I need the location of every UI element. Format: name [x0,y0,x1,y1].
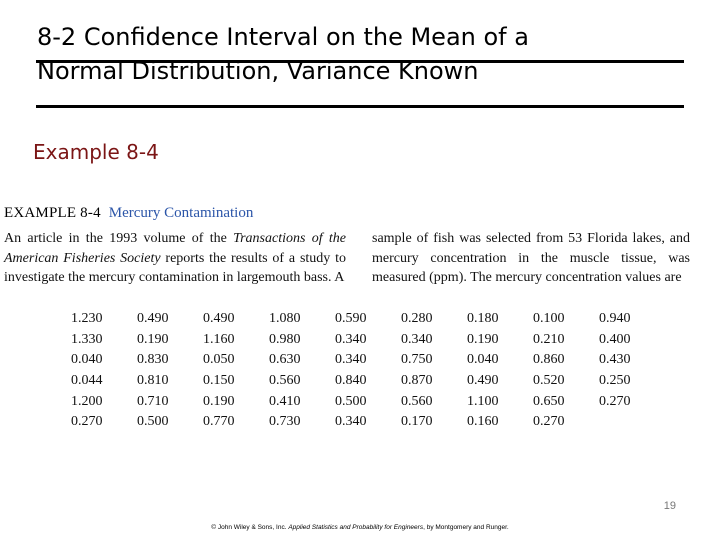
footer-copyright: © John Wiley & Sons, Inc. [211,524,289,531]
table-cell: 1.100 [467,393,499,409]
table-cell: 0.560 [269,373,301,389]
table-cell: 0.980 [269,331,301,347]
table-cell [599,412,665,433]
table-row [71,391,665,412]
table-cell: 0.500 [137,414,169,430]
table-cell: 0.860 [533,352,565,368]
table-cell: 0.430 [599,352,631,368]
example-text-right-body: sample of fish was selected from 53 Florida lakes, and mercury concentration in the muscle tissue, was measured (ppm). The mercury concentration values are [372,231,690,285]
table-cell: 0.650 [533,393,565,409]
table-cell: 0.190 [203,393,235,409]
table-cell: 0.040 [71,352,103,368]
table-cell: 0.340 [335,352,367,368]
table-cell: 1.330 [71,331,103,347]
slide-title [37,20,687,88]
table-cell: 1.230 [71,311,103,327]
table-row [71,371,665,392]
table-cell: 0.160 [467,414,499,430]
table-cell: 0.210 [533,331,565,347]
table-cell: 0.770 [203,414,235,430]
table-row [71,330,665,351]
table-cell: 0.270 [533,414,565,430]
table-cell: 0.150 [203,373,235,389]
table-cell: 0.590 [335,311,367,327]
table-cell: 0.400 [599,331,631,347]
table-cell: 0.500 [335,393,367,409]
table-cell: 0.050 [203,352,235,368]
table-row [71,412,665,433]
copyright-footer [0,524,720,531]
table-cell: 0.410 [269,393,301,409]
journal-title: Transactions of the American Fisheries Society [4,231,346,266]
mercury-data-table [71,309,665,433]
table-cell: 0.560 [401,393,433,409]
table-cell: 0.840 [335,373,367,389]
table-cell: 0.270 [599,393,631,409]
title-divider-top [36,60,684,63]
table-cell: 0.730 [269,414,301,430]
table-cell: 0.190 [137,331,169,347]
table-cell: 0.340 [335,414,367,430]
table-cell: 0.100 [533,311,565,327]
table-cell: 0.520 [533,373,565,389]
table-cell: 0.810 [137,373,169,389]
footer-book-title: Applied Statistics and Probability for Engineers [288,524,424,531]
footer-authors: , by Montgomery and Runger. [423,524,509,531]
example-label: EXAMPLE 8-4 [4,205,101,221]
mercury-data-table-body [71,309,665,433]
table-cell: 0.270 [71,414,103,430]
table-cell: 0.710 [137,393,169,409]
example-text-left [4,229,346,288]
title-divider-bottom [36,105,684,108]
example-text-left-part3: reports the results of a study to investigate the mercury contamination in largemouth bass. A [4,250,347,285]
table-cell: 0.280 [401,311,433,327]
table-cell: 0.190 [467,331,499,347]
table-cell: 0.630 [269,352,301,368]
example-heading [4,205,253,222]
table-cell: 0.340 [401,331,433,347]
slide-title-line-2: Normal Distribution, Variance Known [37,57,479,85]
table-cell: 0.490 [467,373,499,389]
table-cell: 0.490 [203,311,235,327]
table-row [71,350,665,371]
table-cell: 1.080 [269,311,301,327]
table-cell: 1.160 [203,331,235,347]
table-cell: 0.870 [401,373,433,389]
table-cell: 0.250 [599,373,631,389]
slide-subtitle: Example 8-4 [33,140,159,164]
table-cell: 0.044 [71,373,103,389]
page-number: 19 [663,500,676,512]
table-cell: 0.040 [467,352,499,368]
table-cell: 1.200 [71,393,103,409]
table-cell: 0.940 [599,311,631,327]
table-row [71,309,665,330]
example-text-right [372,229,690,288]
table-cell: 0.750 [401,352,433,368]
table-cell: 0.490 [137,311,169,327]
table-cell: 0.180 [467,311,499,327]
table-cell: 0.170 [401,414,433,430]
example-text-left-part1: An article in the 1993 volume of the [4,231,234,246]
slide-title-line-1: 8-2 Confidence Interval on the Mean of a [37,23,529,51]
table-cell: 0.340 [335,331,367,347]
example-title: Mercury Contamination [108,205,254,221]
table-cell: 0.830 [137,352,169,368]
